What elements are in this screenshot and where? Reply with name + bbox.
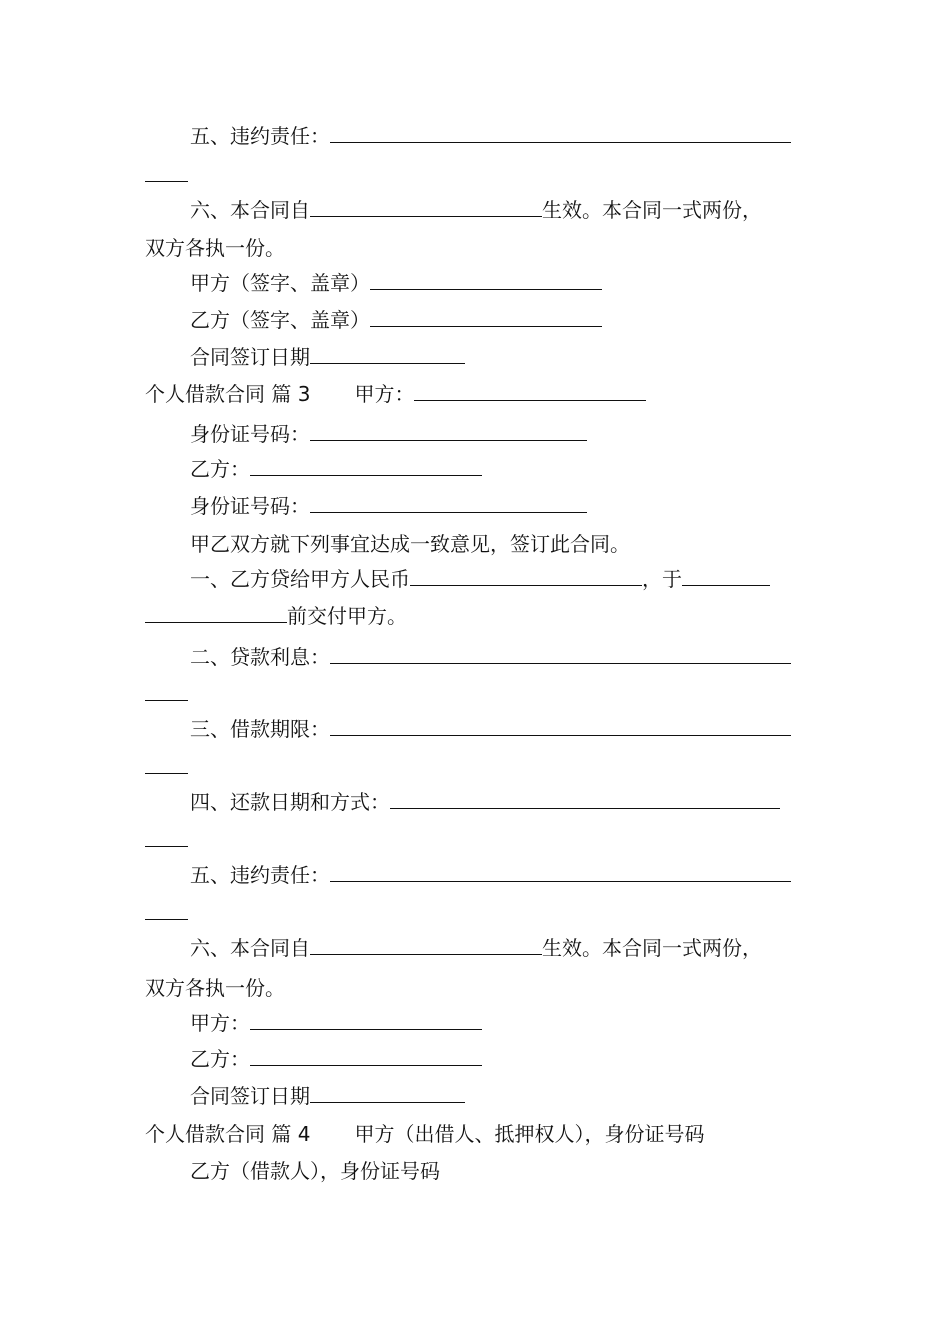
- section4-heading: 个人借款合同 篇 4: [145, 1122, 311, 1146]
- s3-party-b: 乙方：: [190, 457, 482, 481]
- party-a-sign: 甲方（签字、盖章）: [190, 271, 602, 295]
- sign-date-blank: [310, 345, 465, 364]
- breach-blank-cont: [145, 163, 188, 187]
- s3-party-b-sign: 乙方：: [190, 1047, 482, 1071]
- s3-party-a-label: 甲方：: [354, 382, 415, 406]
- section3-heading: 个人借款合同 篇 3: [145, 382, 311, 406]
- party-b-sign-blank: [370, 308, 602, 327]
- s3-party-a-blank: [414, 382, 646, 401]
- s3-agreement: 甲乙双方就下列事宜达成一致意见，签订此合同。: [190, 532, 630, 556]
- section3-heading-line: [145, 382, 646, 406]
- s3-id-a: 身份证号码：: [190, 422, 587, 446]
- effective-clause: 六、本合同自 生效。本合同一式两份，: [190, 198, 762, 222]
- party-a-sign-blank: [370, 271, 602, 290]
- s3-term: 三、借款期限：: [190, 717, 791, 741]
- s3-id-b: 身份证号码：: [190, 494, 587, 518]
- s4-party-a: 甲方（出借人、抵押权人），身份证号码: [354, 1122, 705, 1146]
- s3-interest: 二、贷款利息：: [190, 645, 791, 669]
- s3-repay: 四、还款日期和方式：: [190, 790, 780, 814]
- breach-blank: [330, 124, 791, 143]
- each-copy: 双方各执一份。: [145, 236, 285, 260]
- sign-date: 合同签订日期: [190, 345, 465, 369]
- s3-breach: 五、违约责任：: [190, 863, 791, 887]
- s3-sign-date: 合同签订日期: [190, 1084, 465, 1108]
- s3-each-copy: 双方各执一份。: [145, 976, 285, 1000]
- breach-clause: [190, 124, 791, 148]
- s4-party-b: 乙方（借款人），身份证号码: [190, 1159, 440, 1183]
- s3-loan-clause: 一、乙方贷给甲方人民币 ，于: [190, 567, 770, 591]
- effective-blank: [310, 198, 542, 217]
- s3-effective: 六、本合同自 生效。本合同一式两份，: [190, 936, 762, 960]
- s3-party-a-sign: 甲方：: [190, 1011, 482, 1035]
- s3-loan-clause-cont: 前交付甲方。: [145, 604, 407, 628]
- section4-heading-line: [145, 1122, 704, 1146]
- party-b-sign: 乙方（签字、盖章）: [190, 308, 602, 332]
- breach-label: 五、违约责任：: [190, 124, 330, 148]
